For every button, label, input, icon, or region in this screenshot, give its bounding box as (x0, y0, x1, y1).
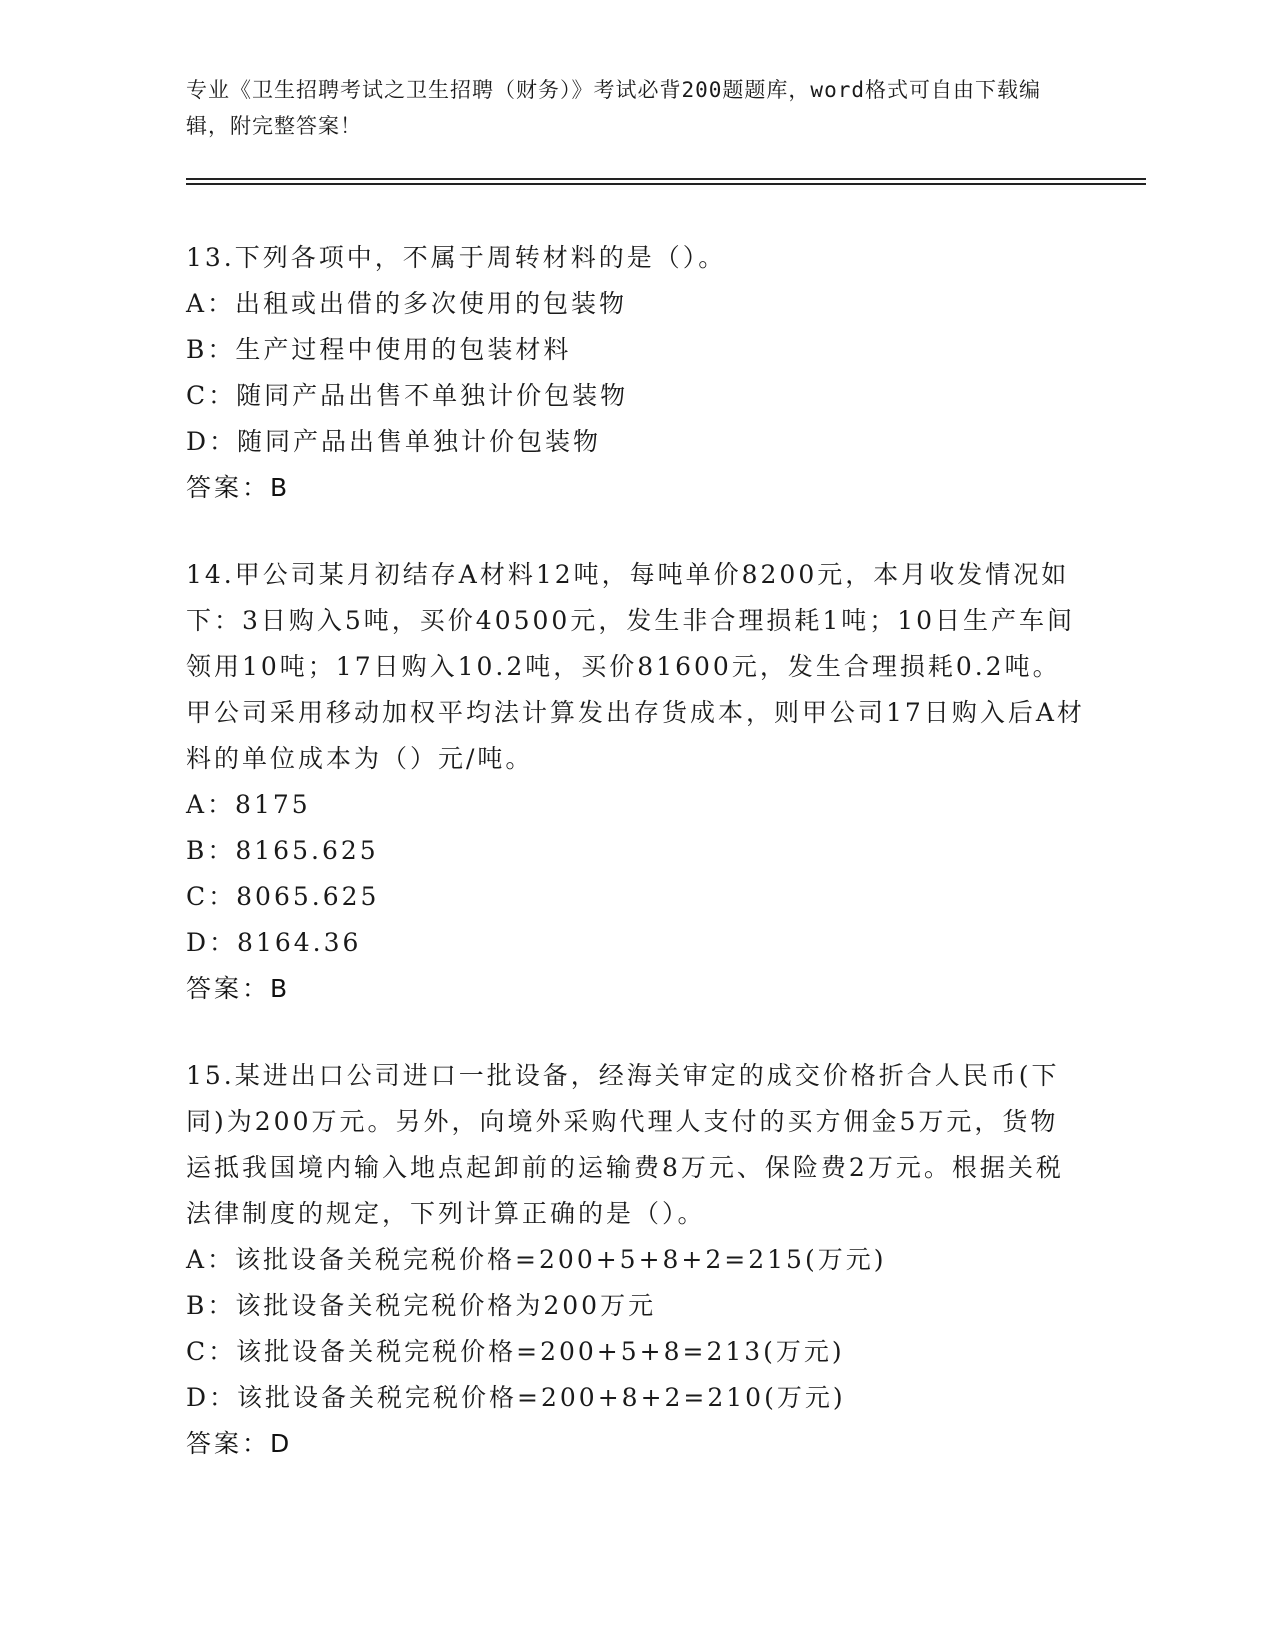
question-list (186, 235, 1086, 1508)
option-b: B：8165.625 (186, 836, 379, 865)
question-text: 14.甲公司某月初结存A材料12吨，每吨单价8200元，本月收发情况如下：3日购入5吨，买价40500元，发生非合理损耗1吨；10日生产车间领用10吨；17日购入10.2吨，买价81600元，发生合理损耗0.2吨。甲公司采用移动加权平均法计算发出存货成本，则甲公司17日购入后A材料的单位成本为（）元/吨。 (186, 560, 1085, 773)
option-c: C：该批设备关税完税价格=200+5+8=213(万元) (186, 1337, 845, 1366)
answer-value: B (270, 473, 289, 502)
answer-label: 答案： (186, 1429, 271, 1458)
question-14 (186, 552, 1086, 1012)
option-a: A：出租或出借的多次使用的包装物 (186, 289, 628, 318)
question-text: 15.某进出口公司进口一批设备，经海关审定的成交价格折合人民币(下同)为200万元。另外，向境外采购代理人支付的买方佣金5万元，货物运抵我国境内输入地点起卸前的运输费8万元、保险费2万元。根据关税法律制度的规定，下列计算正确的是（）。 (186, 1061, 1064, 1228)
option-a: A：该批设备关税完税价格=200+5+8+2=215(万元) (186, 1245, 887, 1274)
header-divider-bottom (186, 183, 1146, 185)
option-a: A：8175 (186, 790, 311, 819)
answer-value: B (270, 974, 289, 1003)
option-d: D：该批设备关税完税价格=200+8+2=210(万元) (186, 1383, 846, 1412)
answer-line (186, 966, 1086, 1012)
header-divider-top (186, 178, 1146, 180)
answer-label: 答案： (186, 473, 271, 502)
option-b: B：该批设备关税完税价格为200万元 (186, 1291, 657, 1320)
answer-line (186, 465, 1086, 511)
answer-value: D (270, 1429, 291, 1458)
question-15 (186, 1053, 1086, 1467)
question-text: 13.下列各项中，不属于周转材料的是（）。 (186, 243, 727, 272)
option-d: D：随同产品出售单独计价包装物 (186, 427, 602, 456)
answer-line (186, 1421, 1086, 1467)
answer-label: 答案： (186, 974, 271, 1003)
option-c: C：随同产品出售不单独计价包装物 (186, 381, 629, 410)
option-b: B：生产过程中使用的包装材料 (186, 335, 572, 364)
document-header: 专业《卫生招聘考试之卫生招聘（财务）》考试必背200题题库，word格式可自由下载编辑，附完整答案！ (186, 78, 1041, 138)
question-13 (186, 235, 1086, 511)
option-d: D：8164.36 (186, 928, 362, 957)
option-c: C：8065.625 (186, 882, 380, 911)
